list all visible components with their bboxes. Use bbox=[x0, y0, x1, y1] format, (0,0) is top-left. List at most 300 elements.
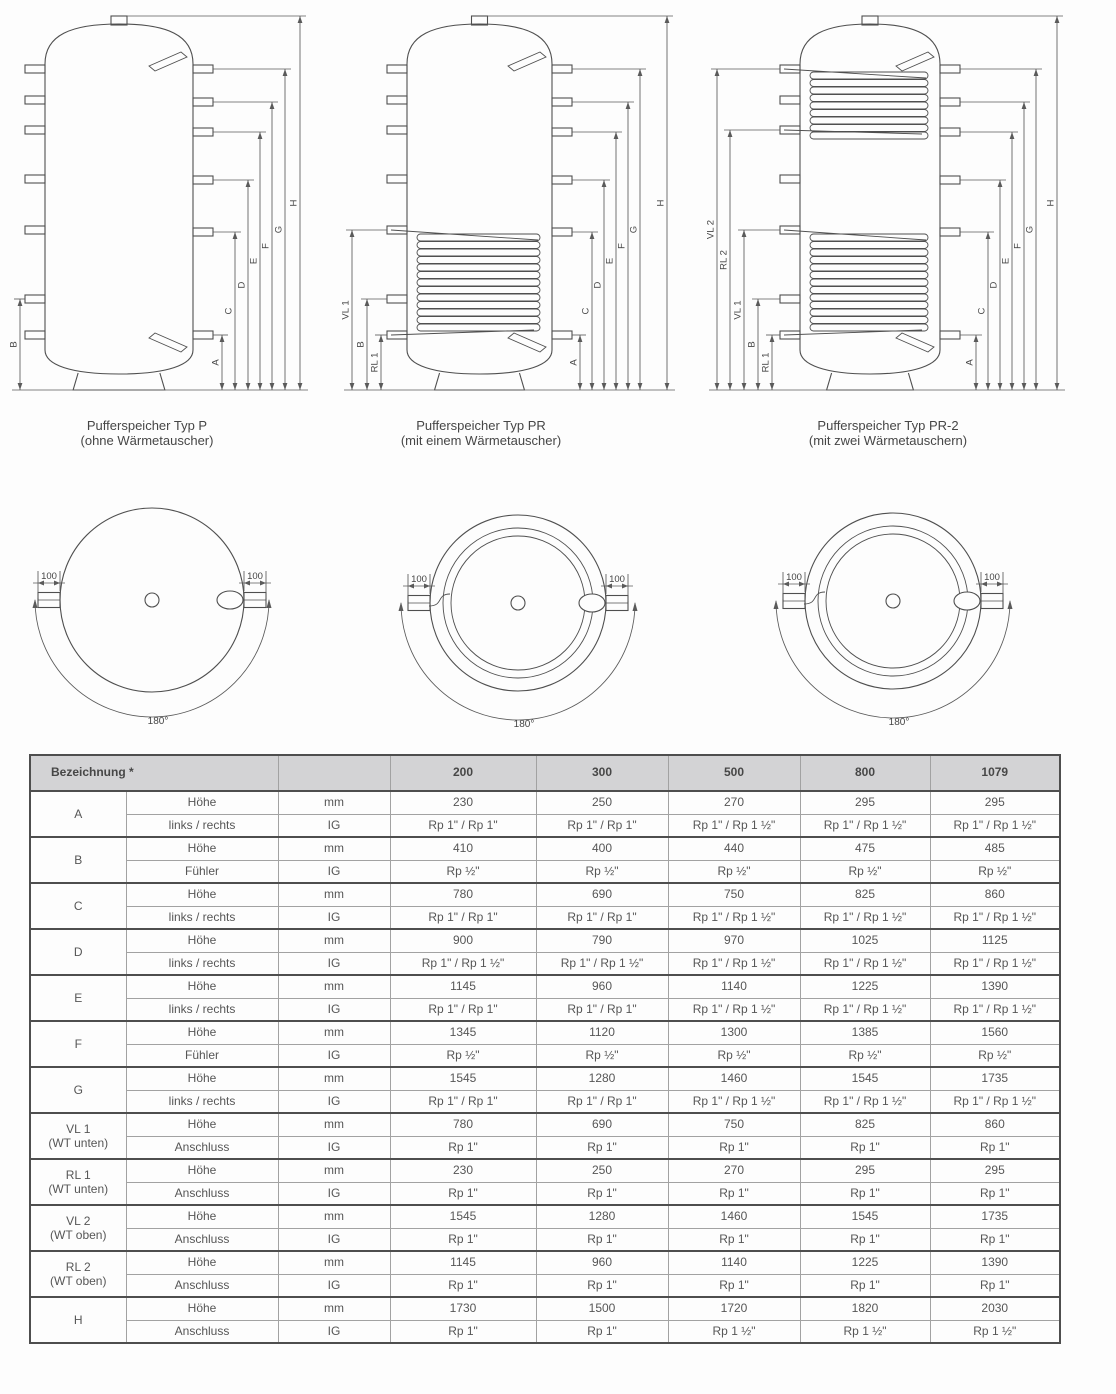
weld-flag-top bbox=[896, 52, 934, 71]
coil-tube bbox=[810, 249, 928, 256]
row-sublabel: (WT oben) bbox=[50, 1274, 107, 1288]
table-row bbox=[30, 998, 1060, 1021]
value-cell: 250 bbox=[536, 791, 668, 814]
table-row bbox=[30, 975, 1060, 998]
value-cell: Rp 1" bbox=[390, 1136, 536, 1159]
dimension-group bbox=[9, 16, 309, 390]
value-cell: 270 bbox=[668, 791, 800, 814]
port-stub-right bbox=[552, 98, 572, 106]
dim-arrowhead bbox=[1034, 69, 1039, 76]
table-row bbox=[30, 1113, 1060, 1136]
dim-label: A bbox=[964, 359, 976, 366]
value-cell: Rp 1" bbox=[930, 1228, 1060, 1251]
port-stub-left bbox=[25, 226, 45, 234]
dim-arrowhead bbox=[590, 383, 595, 390]
tank-body bbox=[45, 24, 193, 374]
value-cell: 690 bbox=[536, 883, 668, 906]
value-cell: Rp 1" bbox=[668, 1136, 800, 1159]
unit-cell: mm bbox=[278, 791, 390, 814]
port-stub-left bbox=[780, 175, 800, 183]
value-cell: 1280 bbox=[536, 1205, 668, 1228]
value-cell: 900 bbox=[390, 929, 536, 952]
value-cell: Rp 1" / Rp 1" bbox=[390, 814, 536, 837]
value-cell: 295 bbox=[800, 791, 930, 814]
table-row bbox=[30, 906, 1060, 929]
arc-arrowhead bbox=[774, 600, 779, 609]
value-cell: Rp 1" / Rp 1 ½" bbox=[668, 906, 800, 929]
table-row bbox=[30, 1090, 1060, 1113]
dim-arrowhead bbox=[220, 335, 225, 342]
value-cell: Rp ½" bbox=[536, 860, 668, 883]
value-cell: Rp 1" bbox=[536, 1182, 668, 1205]
port-stub-right bbox=[940, 176, 960, 184]
coil-tube bbox=[810, 110, 928, 117]
coil-tube bbox=[810, 257, 928, 264]
value-cell: Rp 1" bbox=[800, 1182, 930, 1205]
base-pedestal bbox=[73, 373, 165, 390]
value-cell: 780 bbox=[390, 1113, 536, 1136]
coil-tube bbox=[417, 242, 540, 249]
row-label: C bbox=[73, 898, 83, 913]
dim-100-label: 100 bbox=[786, 572, 802, 583]
dim-arrowhead bbox=[578, 335, 583, 342]
dim-arrowhead bbox=[283, 69, 288, 76]
value-cell: Rp 1" bbox=[930, 1274, 1060, 1297]
unit-cell: IG bbox=[278, 1044, 390, 1067]
port-stub-right bbox=[193, 331, 213, 339]
value-cell: 1735 bbox=[930, 1067, 1060, 1090]
dim-arrowhead bbox=[18, 299, 23, 306]
port-stub-right bbox=[940, 65, 960, 73]
tank-type-pr2-diagram bbox=[695, 2, 1073, 398]
dim-arrowhead bbox=[270, 102, 275, 109]
dim-label: A bbox=[210, 359, 222, 366]
value-cell: Rp 1" bbox=[668, 1274, 800, 1297]
dim-arrowhead bbox=[283, 383, 288, 390]
dim-label: C bbox=[976, 307, 988, 315]
coil-tube bbox=[810, 264, 928, 271]
angle-label: 180° bbox=[147, 716, 169, 727]
dim-arrowhead bbox=[614, 383, 619, 390]
dim-arrowhead bbox=[626, 383, 631, 390]
value-cell: 1730 bbox=[390, 1297, 536, 1320]
dim-arrowhead bbox=[638, 69, 643, 76]
attr-cell: Höhe bbox=[126, 791, 278, 814]
unit-cell: IG bbox=[278, 1090, 390, 1113]
row-label-cell bbox=[30, 1297, 126, 1343]
dim-arrowhead bbox=[350, 383, 355, 390]
value-cell: Rp 1" bbox=[800, 1274, 930, 1297]
dim-arrowhead bbox=[974, 335, 979, 342]
attr-cell: Anschluss bbox=[126, 1274, 278, 1297]
dimension-group bbox=[341, 16, 676, 390]
arc-arrowhead bbox=[1008, 600, 1013, 609]
table-row bbox=[30, 814, 1060, 837]
value-cell: Rp 1 ½" bbox=[668, 1320, 800, 1343]
dim-label: C bbox=[223, 307, 235, 315]
dim-label: D bbox=[988, 281, 1000, 289]
dim-arrowhead bbox=[626, 102, 631, 109]
dim-arrowhead bbox=[756, 383, 761, 390]
unit-cell: mm bbox=[278, 1205, 390, 1228]
coil-tube bbox=[810, 294, 928, 301]
value-cell: 440 bbox=[668, 837, 800, 860]
value-cell: 1120 bbox=[536, 1021, 668, 1044]
attr-cell: Fühler bbox=[126, 1044, 278, 1067]
dim-label: C bbox=[580, 307, 592, 315]
table-row bbox=[30, 1182, 1060, 1205]
dim-arrowhead bbox=[365, 383, 370, 390]
value-cell: Rp 1" / Rp 1" bbox=[390, 998, 536, 1021]
arc-arrowhead bbox=[267, 599, 272, 608]
dim-label: G bbox=[273, 225, 285, 234]
coil-inlet-line bbox=[784, 230, 926, 240]
value-cell: 1225 bbox=[800, 975, 930, 998]
value-cell: 1720 bbox=[668, 1297, 800, 1320]
port-stub-right bbox=[552, 65, 572, 73]
dim-label: G bbox=[1024, 225, 1036, 234]
coil-ring-outer bbox=[443, 528, 593, 678]
dim-arrowhead bbox=[974, 383, 979, 390]
dim-100-label: 100 bbox=[411, 574, 427, 585]
unit-cell: mm bbox=[278, 929, 390, 952]
dim-arrowhead bbox=[578, 383, 583, 390]
dim-arrowhead bbox=[233, 232, 238, 239]
table-row bbox=[30, 837, 1060, 860]
coil-tube bbox=[417, 324, 540, 331]
attr-cell: links / rechts bbox=[126, 952, 278, 975]
dim-label: RL 1 bbox=[369, 352, 381, 373]
row-label-cell bbox=[30, 883, 126, 929]
coil-ring-outer bbox=[818, 526, 968, 676]
dim-arrowhead bbox=[233, 383, 238, 390]
port-stub-right bbox=[193, 176, 213, 184]
unit-cell: mm bbox=[278, 1159, 390, 1182]
table-row bbox=[30, 1205, 1060, 1228]
dim-arrowhead bbox=[1034, 383, 1039, 390]
caption-line2: (ohne Wärmetauscher) bbox=[80, 433, 214, 448]
coil-connection-curve bbox=[804, 592, 825, 604]
unit-cell: mm bbox=[278, 1113, 390, 1136]
value-cell: Rp 1" bbox=[930, 1182, 1060, 1205]
attr-cell: Höhe bbox=[126, 1297, 278, 1320]
row-label-cell bbox=[30, 975, 126, 1021]
port-stub-right bbox=[940, 128, 960, 136]
value-cell: 1460 bbox=[668, 1205, 800, 1228]
value-cell: 2030 bbox=[930, 1297, 1060, 1320]
row-label-cell bbox=[30, 791, 126, 837]
table-row bbox=[30, 1274, 1060, 1297]
value-cell: Rp 1" / Rp 1 ½" bbox=[536, 952, 668, 975]
value-cell: Rp 1" / Rp 1 ½" bbox=[930, 1090, 1060, 1113]
coil-tube bbox=[417, 309, 540, 316]
coil-ring-inner bbox=[451, 536, 585, 670]
value-cell: Rp 1" / Rp 1 ½" bbox=[930, 906, 1060, 929]
coil-tube bbox=[810, 132, 928, 139]
dim-arrowhead bbox=[298, 383, 303, 390]
port-stub-left bbox=[780, 96, 800, 104]
port-stub-left bbox=[387, 126, 407, 134]
dimensions-table bbox=[29, 754, 1061, 1344]
figure-caption-p bbox=[17, 418, 277, 448]
port-stub-right bbox=[193, 65, 213, 73]
coil-tube bbox=[417, 279, 540, 286]
weld-flag-bottom bbox=[896, 333, 934, 352]
dim-label: F bbox=[260, 243, 272, 249]
dim-label: D bbox=[592, 281, 604, 289]
value-cell: 960 bbox=[536, 1251, 668, 1274]
table-row bbox=[30, 1251, 1060, 1274]
value-cell: 860 bbox=[930, 1113, 1060, 1136]
value-cell: Rp 1" bbox=[390, 1228, 536, 1251]
port-stub-right bbox=[552, 228, 572, 236]
coil-tube bbox=[417, 294, 540, 301]
table-row bbox=[30, 1320, 1060, 1343]
dim-100-label: 100 bbox=[984, 572, 1000, 583]
table-title-cell: Bezeichnung * bbox=[30, 755, 278, 791]
value-cell: 270 bbox=[668, 1159, 800, 1182]
value-cell: 1545 bbox=[800, 1067, 930, 1090]
coil-tube bbox=[810, 72, 928, 79]
value-cell: 1300 bbox=[668, 1021, 800, 1044]
table-row bbox=[30, 952, 1060, 975]
value-cell: Rp 1" / Rp 1" bbox=[390, 906, 536, 929]
unit-cell: IG bbox=[278, 998, 390, 1021]
port-stub-left bbox=[25, 96, 45, 104]
value-cell: Rp 1" bbox=[800, 1136, 930, 1159]
coil-inlet-line bbox=[784, 69, 926, 78]
dim-arrowhead bbox=[998, 383, 1003, 390]
dim-100-label: 100 bbox=[247, 571, 263, 582]
attr-cell: Höhe bbox=[126, 1159, 278, 1182]
value-cell: Rp ½" bbox=[930, 1044, 1060, 1067]
value-cell: Rp ½" bbox=[800, 1044, 930, 1067]
coil-tube bbox=[810, 80, 928, 87]
row-label: B bbox=[74, 852, 83, 867]
dim-arrowhead bbox=[742, 383, 747, 390]
value-cell: 1545 bbox=[390, 1067, 536, 1090]
value-cell: Rp ½" bbox=[536, 1044, 668, 1067]
attr-cell: Höhe bbox=[126, 1067, 278, 1090]
value-cell: Rp 1" / Rp 1" bbox=[536, 906, 668, 929]
size-column-header: 1079 bbox=[930, 755, 1060, 791]
value-cell: Rp 1" / Rp 1 ½" bbox=[668, 952, 800, 975]
coil-tube bbox=[417, 287, 540, 294]
size-column-header: 200 bbox=[390, 755, 536, 791]
unit-cell: mm bbox=[278, 837, 390, 860]
unit-cell: mm bbox=[278, 1021, 390, 1044]
value-cell: Rp 1" / Rp 1 ½" bbox=[668, 998, 800, 1021]
coil-tube bbox=[417, 302, 540, 309]
dim-arrowhead bbox=[638, 383, 643, 390]
figure-caption-pr bbox=[351, 418, 611, 448]
value-cell: 825 bbox=[800, 883, 930, 906]
table-row bbox=[30, 1021, 1060, 1044]
value-cell: Rp 1" bbox=[668, 1228, 800, 1251]
value-cell: 1545 bbox=[390, 1205, 536, 1228]
attr-cell: Fühler bbox=[126, 860, 278, 883]
coil-tube bbox=[810, 279, 928, 286]
port-stub-right bbox=[940, 228, 960, 236]
dim-label: F bbox=[1012, 243, 1024, 249]
tank-body bbox=[407, 24, 552, 374]
dim-arrowhead bbox=[258, 383, 263, 390]
attr-cell: Anschluss bbox=[126, 1136, 278, 1159]
value-cell: 1025 bbox=[800, 929, 930, 952]
attr-cell: Höhe bbox=[126, 1021, 278, 1044]
tank-type-pr-diagram bbox=[340, 2, 685, 398]
dim-arrowhead bbox=[728, 130, 733, 137]
value-cell: Rp ½" bbox=[930, 860, 1060, 883]
attr-cell: Höhe bbox=[126, 1113, 278, 1136]
attr-cell: links / rechts bbox=[126, 998, 278, 1021]
value-cell: 825 bbox=[800, 1113, 930, 1136]
coil-tube bbox=[810, 87, 928, 94]
value-cell: 780 bbox=[390, 883, 536, 906]
dim-label: VL 2 bbox=[705, 219, 717, 240]
unit-cell: IG bbox=[278, 1182, 390, 1205]
arc-arrowhead bbox=[33, 599, 38, 608]
value-cell: 970 bbox=[668, 929, 800, 952]
table-row bbox=[30, 1228, 1060, 1251]
coil-tube bbox=[810, 324, 928, 331]
center-port-circle bbox=[145, 593, 159, 607]
value-cell: Rp 1" / Rp 1" bbox=[536, 998, 668, 1021]
attr-cell: links / rechts bbox=[126, 906, 278, 929]
value-cell: 1125 bbox=[930, 929, 1060, 952]
dim-label: VL 1 bbox=[340, 300, 352, 320]
dim-label: H bbox=[1045, 199, 1057, 207]
dim-arrowhead bbox=[1010, 132, 1015, 139]
value-cell: Rp 1" / Rp 1 ½" bbox=[800, 998, 930, 1021]
coil-tube bbox=[417, 249, 540, 256]
value-cell: 295 bbox=[930, 1159, 1060, 1182]
row-label-cell bbox=[30, 1159, 126, 1205]
value-cell: 1140 bbox=[668, 975, 800, 998]
coil-tube bbox=[810, 287, 928, 294]
dim-arrowhead bbox=[728, 383, 733, 390]
dim-arrowhead bbox=[665, 16, 670, 23]
value-cell: 1345 bbox=[390, 1021, 536, 1044]
value-cell: 1145 bbox=[390, 1251, 536, 1274]
unit-cell: IG bbox=[278, 1136, 390, 1159]
value-cell: Rp 1" bbox=[668, 1182, 800, 1205]
value-cell: Rp 1" bbox=[390, 1320, 536, 1343]
table-header bbox=[30, 755, 1060, 791]
dim-arrowhead bbox=[220, 383, 225, 390]
dim-label: VL 1 bbox=[732, 300, 744, 320]
row-label: VL 1 bbox=[66, 1121, 91, 1136]
row-label-cell bbox=[30, 837, 126, 883]
coil-tube bbox=[810, 117, 928, 124]
caption-line2: (mit einem Wärmetauscher) bbox=[400, 433, 562, 448]
dim-label: H bbox=[288, 199, 300, 207]
tank-type-p-diagram bbox=[0, 2, 340, 398]
value-cell: 250 bbox=[536, 1159, 668, 1182]
row-label-cell bbox=[30, 1251, 126, 1297]
value-cell: Rp 1" bbox=[390, 1274, 536, 1297]
unit-cell: mm bbox=[278, 883, 390, 906]
top-view-group bbox=[783, 513, 1003, 689]
tank-drawing-group bbox=[387, 16, 572, 390]
row-label: F bbox=[74, 1036, 82, 1051]
tank-drawing-group bbox=[780, 16, 960, 390]
dim-arrowhead bbox=[1010, 383, 1015, 390]
attr-cell: Höhe bbox=[126, 975, 278, 998]
value-cell: 295 bbox=[800, 1159, 930, 1182]
unit-cell: IG bbox=[278, 1320, 390, 1343]
dim-arrowhead bbox=[350, 230, 355, 237]
table-row bbox=[30, 860, 1060, 883]
dim-arrowhead bbox=[986, 232, 991, 239]
dim-arrowhead bbox=[715, 383, 720, 390]
dim-label: G bbox=[628, 225, 640, 234]
row-label: H bbox=[73, 1312, 83, 1327]
value-cell: 750 bbox=[668, 883, 800, 906]
tank-body bbox=[800, 24, 940, 374]
value-cell: Rp 1" / Rp 1 ½" bbox=[800, 906, 930, 929]
dim-arrowhead bbox=[590, 232, 595, 239]
value-cell: Rp 1" / Rp 1 ½" bbox=[800, 1090, 930, 1113]
value-cell: Rp ½" bbox=[390, 860, 536, 883]
port-stub-right bbox=[940, 331, 960, 339]
value-cell: Rp 1" bbox=[536, 1136, 668, 1159]
coil-inlet-line bbox=[391, 230, 538, 240]
dim-arrowhead bbox=[246, 383, 251, 390]
value-cell: Rp 1" / Rp 1" bbox=[390, 1090, 536, 1113]
value-cell: 230 bbox=[390, 791, 536, 814]
dim-label: B bbox=[355, 341, 367, 348]
table-body bbox=[30, 791, 1060, 1343]
value-cell: Rp 1 ½" bbox=[930, 1320, 1060, 1343]
dim-arrowhead bbox=[270, 383, 275, 390]
attr-cell: links / rechts bbox=[126, 1090, 278, 1113]
dim-label: B bbox=[746, 341, 758, 348]
size-column-header: 300 bbox=[536, 755, 668, 791]
table-row bbox=[30, 1067, 1060, 1090]
angle-arc bbox=[35, 600, 269, 717]
value-cell: 1390 bbox=[930, 975, 1060, 998]
port-stub-left bbox=[25, 175, 45, 183]
port-stub-left bbox=[780, 295, 800, 303]
dim-arrowhead bbox=[602, 180, 607, 187]
dim-arrowhead bbox=[379, 335, 384, 342]
unit-cell: IG bbox=[278, 1228, 390, 1251]
weld-flag-bottom bbox=[149, 333, 187, 352]
coil-tube bbox=[810, 317, 928, 324]
dim-arrowhead bbox=[1055, 383, 1060, 390]
angle-label: 180° bbox=[513, 719, 535, 730]
top-view-p bbox=[10, 476, 310, 752]
value-cell: Rp 1" / Rp 1" bbox=[536, 1090, 668, 1113]
top-view-pr2 bbox=[742, 476, 1044, 752]
port-ellipse bbox=[954, 592, 980, 610]
dim-arrowhead bbox=[18, 383, 23, 390]
dim-arrowhead bbox=[298, 16, 303, 23]
port-stub-left bbox=[25, 295, 45, 303]
caption-line1: Pufferspeicher Typ PR-2 bbox=[817, 418, 959, 433]
value-cell: Rp ½" bbox=[800, 860, 930, 883]
value-cell: 1500 bbox=[536, 1297, 668, 1320]
arc-arrowhead bbox=[399, 602, 404, 611]
weld-flag-bottom bbox=[508, 333, 546, 352]
table-row bbox=[30, 1136, 1060, 1159]
value-cell: Rp 1" / Rp 1 ½" bbox=[800, 814, 930, 837]
value-cell: Rp 1" bbox=[390, 1182, 536, 1205]
port-ellipse bbox=[217, 591, 243, 609]
unit-cell: IG bbox=[278, 860, 390, 883]
port-stub-left bbox=[387, 96, 407, 104]
